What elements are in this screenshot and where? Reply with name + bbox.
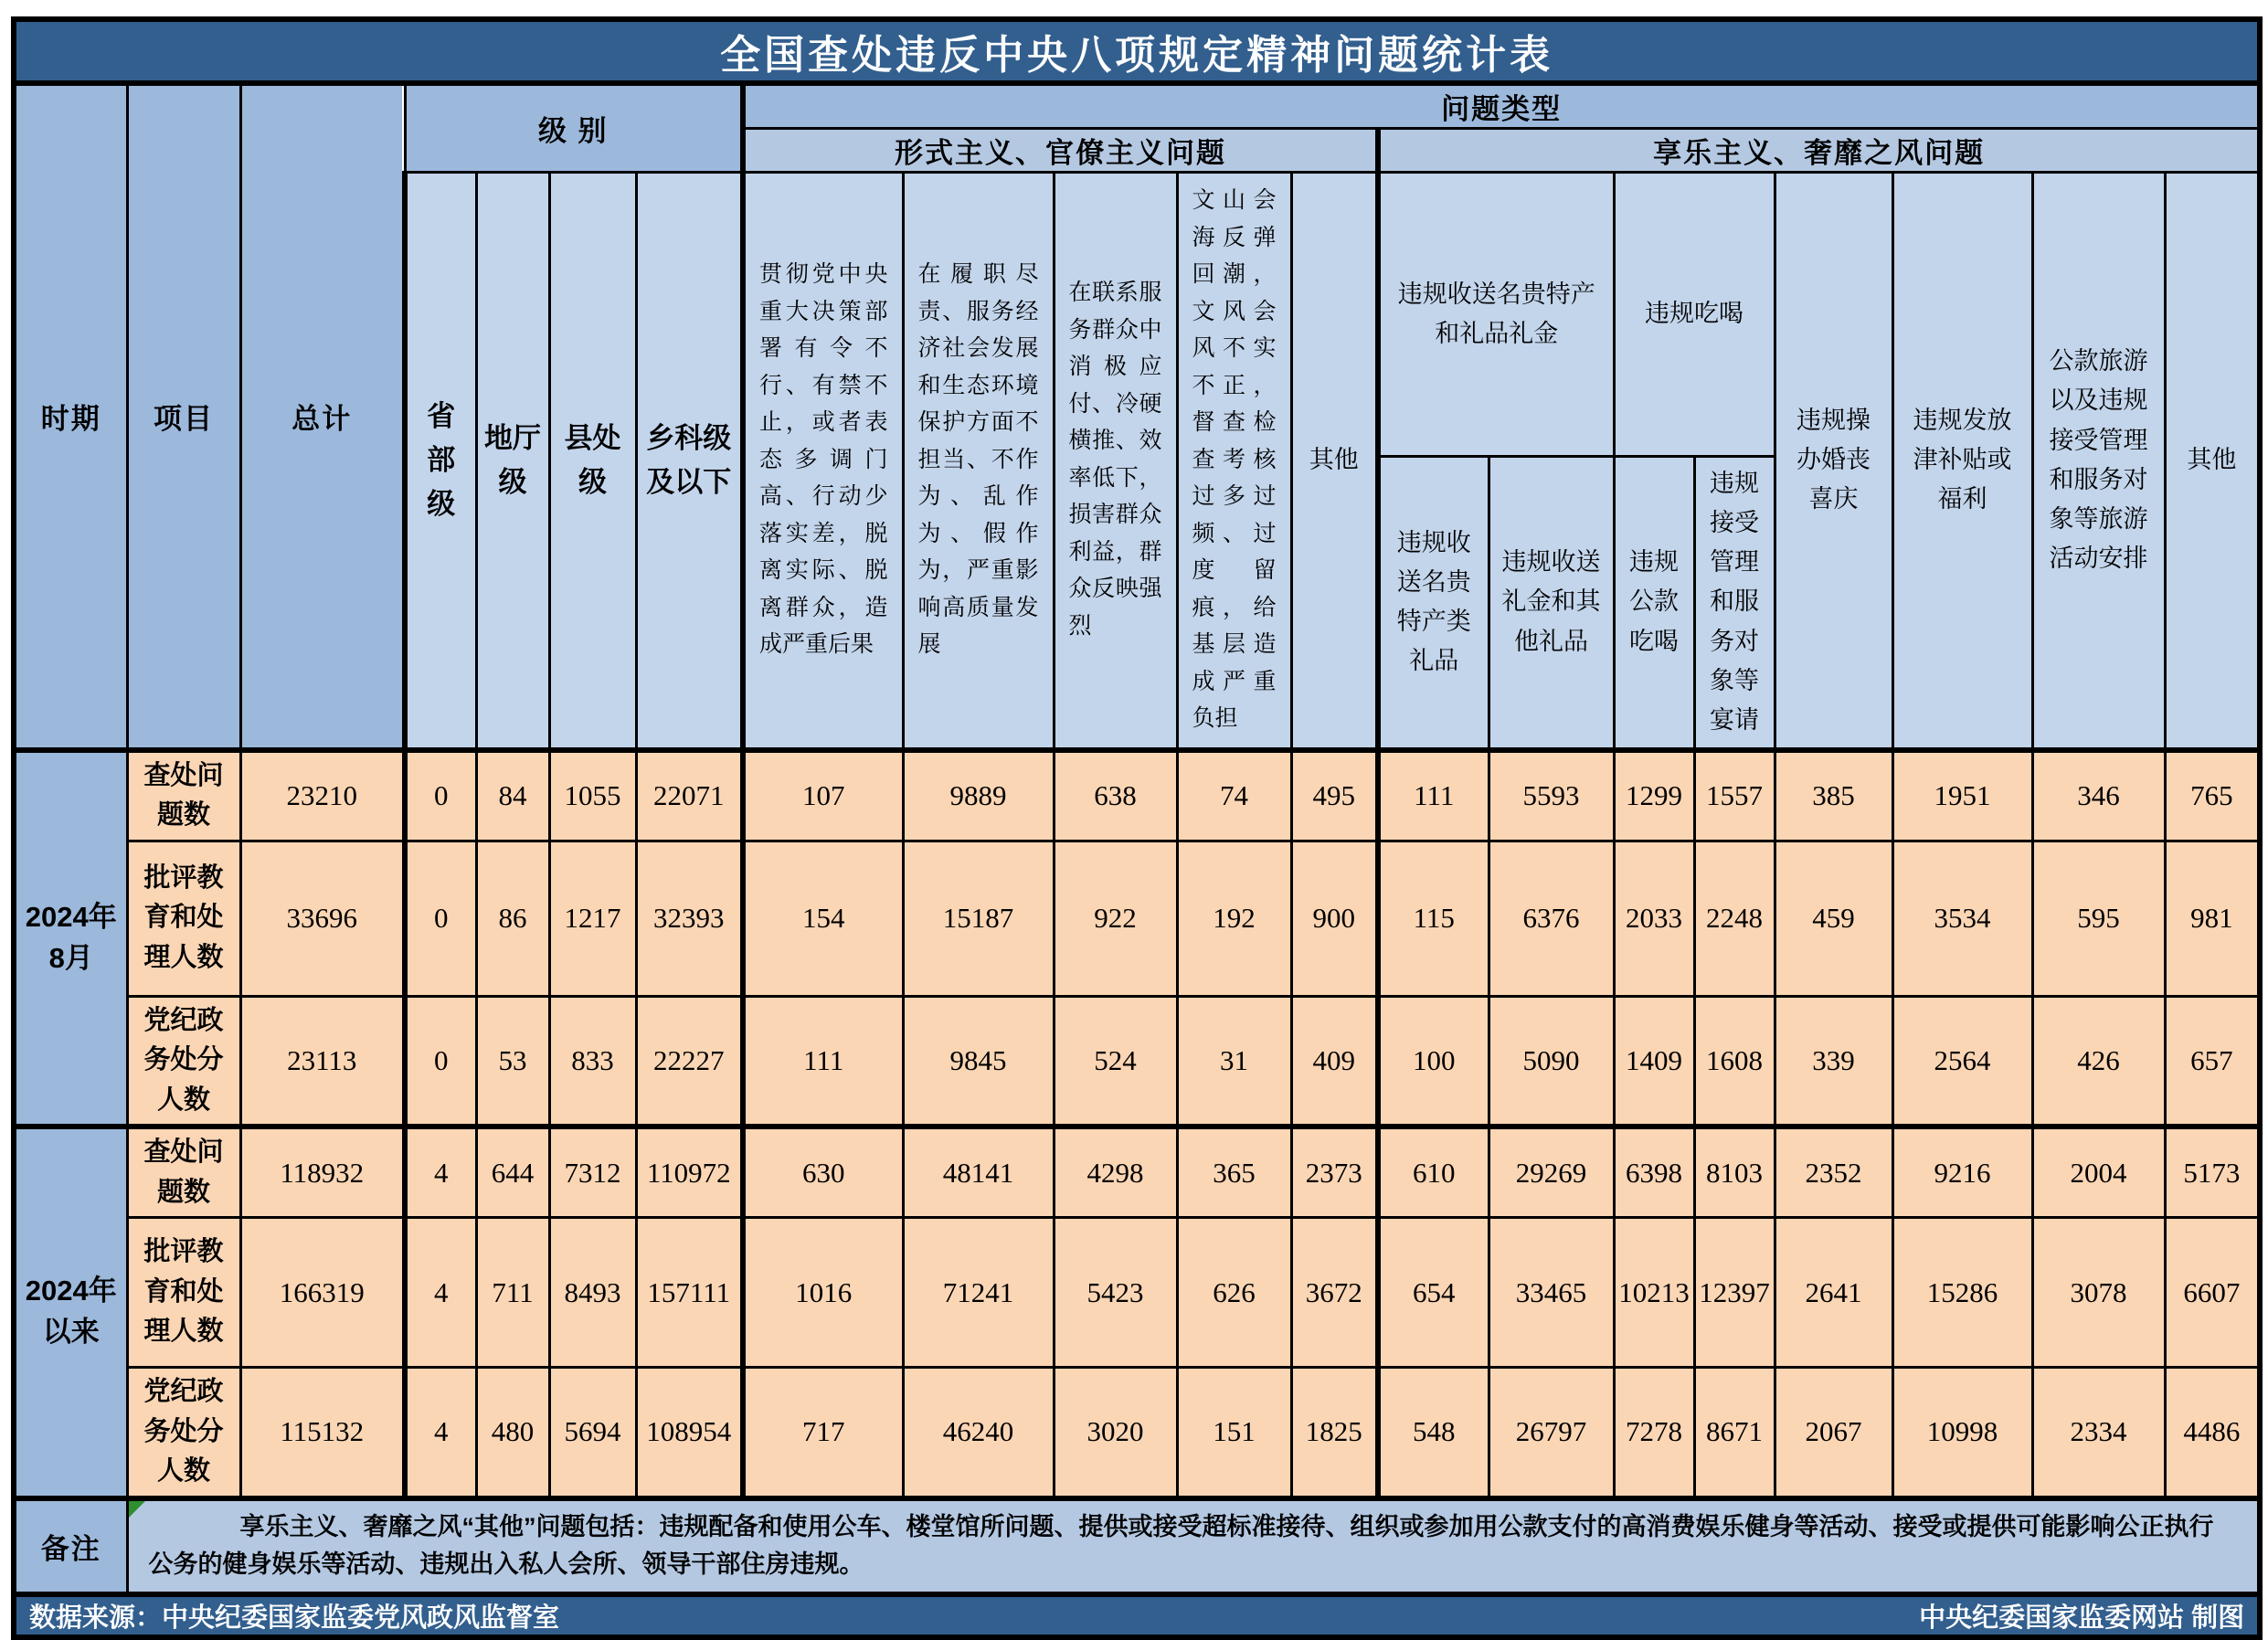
data-cell: 53 <box>476 996 549 1127</box>
data-cell: 192 <box>1177 841 1291 996</box>
data-cell: 86 <box>476 841 549 996</box>
data-cell: 84 <box>476 750 549 841</box>
data-cell: 595 <box>2032 841 2165 996</box>
data-cell: 610 <box>1378 1127 1489 1218</box>
row-label: 批评教育和处理人数 <box>127 1218 240 1368</box>
data-cell: 365 <box>1177 1127 1291 1218</box>
row-label: 查处问题数 <box>127 1127 240 1218</box>
data-cell: 118932 <box>240 1127 405 1218</box>
data-cell: 115132 <box>240 1368 405 1498</box>
header-level-county: 县处级 <box>549 173 636 750</box>
footer-bar <box>14 1594 2260 1637</box>
data-cell: 33465 <box>1489 1218 1614 1368</box>
data-cell: 5090 <box>1489 996 1614 1127</box>
data-cell: 2067 <box>1775 1368 1892 1498</box>
data-cell: 108954 <box>636 1368 743 1498</box>
data-cell: 74 <box>1177 750 1291 841</box>
data-cell: 9889 <box>903 750 1054 841</box>
header-formalism-col-2: 在履职尽责、服务经济社会发展和生态环境保护方面不担当、不作为、乱作为、假作为，严重影响高质量发展 <box>903 173 1054 750</box>
header-level-prefecture: 地厅级 <box>476 173 549 750</box>
row-label: 查处问题数 <box>127 750 240 841</box>
data-cell: 9845 <box>903 996 1054 1127</box>
data-cell: 9216 <box>1892 1127 2032 1218</box>
header-total: 总计 <box>240 83 405 750</box>
header-dining-group: 违规吃喝 <box>1614 173 1775 457</box>
header-wedding-funeral: 违规操办婚丧喜庆 <box>1775 173 1892 750</box>
data-cell: 480 <box>476 1368 549 1498</box>
header-formalism-col-3: 在联系服务群众中消极应付、冷硬横推、效率低下，损害群众利益，群众反映强烈 <box>1054 173 1177 750</box>
data-cell: 5694 <box>549 1368 636 1498</box>
data-cell: 1016 <box>743 1218 903 1368</box>
data-cell: 2641 <box>1775 1218 1892 1368</box>
data-cell: 900 <box>1291 841 1378 996</box>
header-formalism-col-4: 文山会海反弹回潮，文风会风不实不正，督查检查考核过多过频、过度留痕，给基层造成严重负担 <box>1177 173 1291 750</box>
data-cell: 385 <box>1775 750 1892 841</box>
data-cell: 110972 <box>636 1127 743 1218</box>
data-cell: 2033 <box>1614 841 1694 996</box>
data-cell: 654 <box>1378 1218 1489 1368</box>
data-cell: 1951 <box>1892 750 2032 841</box>
data-cell: 2373 <box>1291 1127 1378 1218</box>
data-cell: 8103 <box>1694 1127 1775 1218</box>
data-cell: 3078 <box>2032 1218 2165 1368</box>
data-cell: 2564 <box>1892 996 2032 1127</box>
data-cell: 154 <box>743 841 903 996</box>
data-cell: 157111 <box>636 1218 743 1368</box>
credit: 中央纪委国家监委网站 制图 <box>1919 1603 2245 1634</box>
header-hedonism-group: 享乐主义、奢靡之风问题 <box>1378 129 2260 173</box>
data-cell: 0 <box>405 996 476 1127</box>
data-cell: 3672 <box>1291 1218 1378 1368</box>
data-cell: 15187 <box>903 841 1054 996</box>
data-cell: 644 <box>476 1127 549 1218</box>
data-cell: 1557 <box>1694 750 1775 841</box>
data-cell: 6376 <box>1489 841 1614 996</box>
data-cell: 2248 <box>1694 841 1775 996</box>
data-cell: 426 <box>2032 996 2165 1127</box>
statistics-table <box>11 16 2263 1640</box>
data-cell: 29269 <box>1489 1127 1614 1218</box>
header-gift-money: 违规收送礼金和其他礼品 <box>1489 456 1614 749</box>
header-level-province: 省部级 <box>405 173 476 750</box>
note-text: 享乐主义、奢靡之风“其他”问题包括：违规配备和使用公车、楼堂馆所问题、提供或接受超标准接待、组织或参加用公款支付的高消费娱乐健身等活动、接受或提供可能影响公正执行公务的健身娱乐等活动、违规出入私人会所、领导干部住房违规。 <box>148 1512 2214 1579</box>
data-cell: 346 <box>2032 750 2165 841</box>
header-formalism-other: 其他 <box>1291 173 1378 750</box>
data-cell: 2004 <box>2032 1127 2165 1218</box>
data-cell: 630 <box>743 1127 903 1218</box>
data-cell: 7278 <box>1614 1368 1694 1498</box>
row-label: 党纪政务处分人数 <box>127 996 240 1127</box>
data-cell: 22071 <box>636 750 743 841</box>
data-cell: 31 <box>1177 996 1291 1127</box>
data-cell: 107 <box>743 750 903 841</box>
data-cell: 2352 <box>1775 1127 1892 1218</box>
data-cell: 657 <box>2165 996 2260 1127</box>
data-cell: 981 <box>2165 841 2260 996</box>
data-cell: 8671 <box>1694 1368 1775 1498</box>
data-cell: 4 <box>405 1368 476 1498</box>
data-cell: 339 <box>1775 996 1892 1127</box>
data-cell: 7312 <box>549 1127 636 1218</box>
data-cell: 10213 <box>1614 1218 1694 1368</box>
data-cell: 71241 <box>903 1218 1054 1368</box>
period-cell: 2024年8月 <box>14 750 127 1127</box>
data-cell: 495 <box>1291 750 1378 841</box>
header-gift-specialty: 违规收送名贵特产类礼品 <box>1378 456 1489 749</box>
data-cell: 1608 <box>1694 996 1775 1127</box>
header-formalism-group: 形式主义、官僚主义问题 <box>743 129 1378 173</box>
header-hedonism-other: 其他 <box>2165 173 2260 750</box>
data-cell: 4298 <box>1054 1127 1177 1218</box>
row-label: 批评教育和处理人数 <box>127 841 240 996</box>
data-cell: 1825 <box>1291 1368 1378 1498</box>
data-source: 数据来源：中央纪委国家监委党风政风监督室 <box>29 1603 560 1634</box>
header-formalism-col-1: 贯彻党中央重大决策部署有令不行、有禁不止，或者表态多调门高、行动少落实差，脱离实际、脱离群众，造成严重后果 <box>743 173 903 750</box>
data-cell: 15286 <box>1892 1218 2032 1368</box>
data-cell: 5423 <box>1054 1218 1177 1368</box>
data-cell: 711 <box>476 1218 549 1368</box>
data-cell: 1055 <box>549 750 636 841</box>
data-cell: 10998 <box>1892 1368 2032 1498</box>
header-public-travel: 公款旅游以及违规接受管理和服务对象等旅游活动安排 <box>2032 173 2165 750</box>
header-period: 时期 <box>14 83 127 750</box>
data-cell: 166319 <box>240 1218 405 1368</box>
data-cell: 8493 <box>549 1218 636 1368</box>
note-cell <box>127 1498 2260 1595</box>
data-cell: 409 <box>1291 996 1378 1127</box>
statistics-table-wrapper <box>11 16 2263 1640</box>
cell-corner-marker-icon <box>129 1501 145 1518</box>
data-cell: 111 <box>1378 750 1489 841</box>
data-cell: 23113 <box>240 996 405 1127</box>
header-dining-public-funds: 违规公款吃喝 <box>1614 456 1694 749</box>
data-cell: 151 <box>1177 1368 1291 1498</box>
data-cell: 0 <box>405 750 476 841</box>
data-cell: 6398 <box>1614 1127 1694 1218</box>
data-cell: 32393 <box>636 841 743 996</box>
header-problem-type: 问题类型 <box>743 83 2260 129</box>
data-cell: 1217 <box>549 841 636 996</box>
header-allowances: 违规发放津补贴或福利 <box>1892 173 2032 750</box>
note-label: 备注 <box>14 1498 127 1595</box>
header-project: 项目 <box>127 83 240 750</box>
data-cell: 22227 <box>636 996 743 1127</box>
data-cell: 48141 <box>903 1127 1054 1218</box>
data-cell: 833 <box>549 996 636 1127</box>
data-cell: 3020 <box>1054 1368 1177 1498</box>
header-level-group: 级 别 <box>405 83 743 173</box>
header-level-township: 乡科级及以下 <box>636 173 743 750</box>
data-cell: 115 <box>1378 841 1489 996</box>
data-cell: 922 <box>1054 841 1177 996</box>
row-label: 党纪政务处分人数 <box>127 1368 240 1498</box>
data-cell: 626 <box>1177 1218 1291 1368</box>
data-cell: 12397 <box>1694 1218 1775 1368</box>
data-cell: 100 <box>1378 996 1489 1127</box>
data-cell: 1299 <box>1614 750 1694 841</box>
data-cell: 46240 <box>903 1368 1054 1498</box>
data-cell: 3534 <box>1892 841 2032 996</box>
data-cell: 0 <box>405 841 476 996</box>
data-cell: 1409 <box>1614 996 1694 1127</box>
data-cell: 717 <box>743 1368 903 1498</box>
data-cell: 6607 <box>2165 1218 2260 1368</box>
data-cell: 23210 <box>240 750 405 841</box>
period-cell: 2024年以来 <box>14 1127 127 1498</box>
data-cell: 459 <box>1775 841 1892 996</box>
data-cell: 765 <box>2165 750 2260 841</box>
data-cell: 548 <box>1378 1368 1489 1498</box>
data-cell: 4 <box>405 1127 476 1218</box>
data-cell: 111 <box>743 996 903 1127</box>
header-dining-banquet: 违规接受管理和服务对象等宴请 <box>1694 456 1775 749</box>
data-cell: 524 <box>1054 996 1177 1127</box>
data-cell: 26797 <box>1489 1368 1614 1498</box>
data-cell: 5593 <box>1489 750 1614 841</box>
data-cell: 4486 <box>2165 1368 2260 1498</box>
table-title: 全国查处违反中央八项规定精神问题统计表 <box>14 19 2260 83</box>
data-cell: 33696 <box>240 841 405 996</box>
data-cell: 5173 <box>2165 1127 2260 1218</box>
data-cell: 4 <box>405 1218 476 1368</box>
data-cell: 2334 <box>2032 1368 2165 1498</box>
header-gift-group: 违规收送名贵特产和礼品礼金 <box>1378 173 1614 457</box>
data-cell: 638 <box>1054 750 1177 841</box>
